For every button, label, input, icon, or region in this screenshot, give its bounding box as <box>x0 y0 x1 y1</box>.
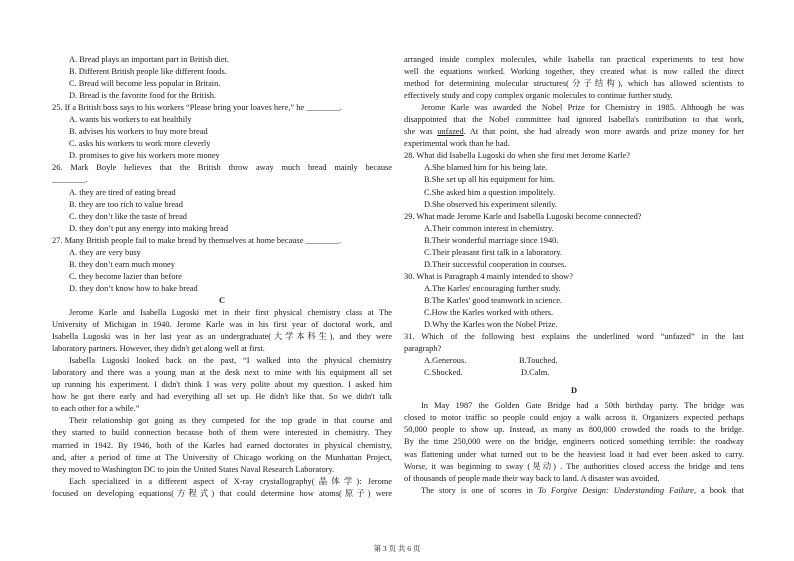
answer-option: C.She asked him a question impolitely. <box>424 187 555 197</box>
question-line: 27. Many British people fail to make bread by themselves at home because ________. <box>52 235 342 245</box>
text-line: was flattening under what turned out to be the heaviest load it had ever been asked to carry. <box>404 449 744 459</box>
text-line: married in 1942. By 1946, both of the Karles had earned doctorates in physical chemistry, <box>52 440 392 450</box>
answer-option: D. Bread is the favorite food for the British. <box>69 91 216 101</box>
question-line: paragraph? <box>404 344 442 354</box>
underlined-word: unfazed <box>437 127 464 137</box>
text-line: Each specialized in a different aspect of X-ray crystallography(晶体学): Jerome <box>69 476 392 486</box>
question-line: of thousands of people made their way back to land. A disaster was avoided. <box>404 473 660 483</box>
text-line: up running his experiment. I didn't think I was very polite about my question. I asked him <box>52 380 392 390</box>
question-line: laboratory partners. However, they didn't get along well at first. <box>52 344 265 354</box>
question-line: experimental work than he had. <box>404 139 510 149</box>
question-line: 30. What is Paragraph 4 mainly intended to show? <box>404 271 573 281</box>
book-reference-line: The story is one of scores in To Forgive Design: Understanding Failure, a book that <box>421 485 744 495</box>
answer-option: D.She observed his experiment silently. <box>424 199 557 209</box>
text-line: focused on developing equations(方程式) that could determine how atoms(原子) were <box>52 488 392 498</box>
answer-option: A. they are very busy <box>69 247 141 257</box>
question-line: they moved to Washington DC to join the United States Naval Research Laboratory. <box>52 464 335 474</box>
text-line: arranged inside complex molecules, while Isabella ran practical experiments to test how <box>404 55 744 64</box>
answer-option: C.How the Karles worked with others. <box>424 307 554 317</box>
text-line: University of Michigan in 1940. Jerome Karle was in his first year of doctoral work, and <box>52 320 392 330</box>
text-line: method for determining molecular structures(分子结构), which has allowed scientists to <box>404 79 744 89</box>
answer-option: A. they are tired of eating bread <box>69 187 176 197</box>
right-column <box>404 54 744 497</box>
answer-option: A.Their common interest in chemistry. <box>424 223 554 233</box>
q31-options-row-2: C.Shocked. D.Calm. <box>424 368 550 378</box>
question-line: 25. If a British boss says to his workers “Please bring your loaves here,” he ________. <box>52 103 342 113</box>
section-heading-d: D <box>570 386 578 396</box>
text-line: Their relationship got going as they competed for the top grade in that course and <box>69 416 392 426</box>
answer-option: B. they don’t earn much money <box>69 259 175 269</box>
text-line: closed to motor traffic so people could enjoy a walk across it. Organizers expected perhaps <box>404 413 744 423</box>
answer-option: D. promises to give his workers more money <box>69 151 220 161</box>
text-line: In May 1987 the Golden Gate Bridge had a 50th birthday party. The bridge was <box>421 401 744 411</box>
left-column <box>52 54 392 500</box>
text-line: Jerome Karle was awarded the Nobel Prize for Chemistry in 1985. Although he was <box>421 103 744 113</box>
text-line: disappointed that the Nobel committee had ignored Isabella's contribution to that work, <box>404 115 744 125</box>
answer-option: C. they don’t like the taste of bread <box>69 211 187 221</box>
text-line: well the equations worked. Working together, they created what is now called the direct <box>404 67 744 77</box>
text-line: and, after a period of time at The University of Chicago working on the Munhattan Project, <box>52 452 392 462</box>
answer-option: A.The Karles' encouraging further study. <box>424 283 561 293</box>
book-title: To Forgive Design: Understanding Failure <box>537 485 694 495</box>
text-line: 31. Which of the following best explains the underlined word “unfazed” in the last <box>404 332 744 342</box>
answer-option: A. wants his workers to eat healthily <box>69 115 192 125</box>
answer-option: A.She blamed him for his being late. <box>424 163 548 173</box>
answer-option: B. Different British people like different foods. <box>69 67 227 77</box>
answer-option: D. they don’t know how to bake bread <box>69 283 198 293</box>
answer-option: D.Why the Karles won the Nobel Prize. <box>424 320 558 330</box>
text-line: By the time 250,000 were on the bridge, engineers noticed something terrible: the roadway <box>404 437 744 447</box>
text-line: how he got there early and had everything all set up. He didn't like that. So we didn't talk <box>52 392 392 402</box>
text-line: Isabella Lugoski looked back on the past, “I walked into the physical chemistry <box>69 356 392 366</box>
answer-option: B. they are too rich to value bread <box>69 199 183 209</box>
section-heading: C <box>218 295 226 305</box>
answer-option: C. they become lazier than before <box>69 271 183 281</box>
question-line: effectively study and copy complex organic molecules to continue further study. <box>404 91 673 101</box>
q31-options-row-1: A.Generous. B.Touched. <box>424 356 558 366</box>
text-line: Isabella Lugoski was in her last year as an undergraduate(大学本科生), and they were <box>52 332 392 342</box>
text-line: Jerome Karle and Isabella Lugoski met in their first physical chemistry class at The <box>69 307 392 317</box>
text-line: they started to build connection because both of them were interested in chemistry. They <box>52 428 392 438</box>
answer-option: B.Their wonderful marriage since 1940. <box>424 235 559 245</box>
answer-option: C.Their pleasant first talk in a laboratory. <box>424 247 563 257</box>
text-line: laboratory and there was a young man at the desk next to mine with his equipment all set <box>52 368 392 378</box>
question-line: 28. What did Isabella Lugoski do when she first met Jerome Karle? <box>404 151 630 161</box>
answer-option: B. advises his workers to buy more bread <box>69 127 208 137</box>
answer-option: C. Bread will become less popular in Britain. <box>69 79 221 89</box>
text-line: 50,000 people to show up. Instead, as many as 800,000 crowded the roads to the bridge. <box>404 425 744 435</box>
answer-option: D. they don’t put any energy into making bread <box>69 223 229 233</box>
question-line: 29. What made Jerome Karle and Isabella Lugoski become connected? <box>404 211 642 221</box>
question-line: to each other for a while.” <box>52 404 140 414</box>
answer-option: B.The Karles' good teamwork in science. <box>424 295 563 305</box>
page-footer: 第 3 页 共 6 页 <box>373 544 421 553</box>
answer-option: D.Their successful cooperation in courses. <box>424 259 567 269</box>
question-line: ________. <box>52 175 88 185</box>
text-line: 26. Mark Boyle believes that the British throw away much bread mainly because <box>52 163 392 173</box>
unfazed-line: she was unfazed. At that point, she had already won more awards and prize money for her <box>404 127 744 137</box>
answer-option: A. Bread plays an important part in British diet. <box>69 55 230 64</box>
answer-option: C. asks his workers to work more cleverly <box>69 139 211 149</box>
text-line: Worse, it was beginning to sway (晃动) . The authorities closed access the bridge and tens <box>404 461 744 471</box>
answer-option: B.She set up all his equipment for him. <box>424 175 555 185</box>
